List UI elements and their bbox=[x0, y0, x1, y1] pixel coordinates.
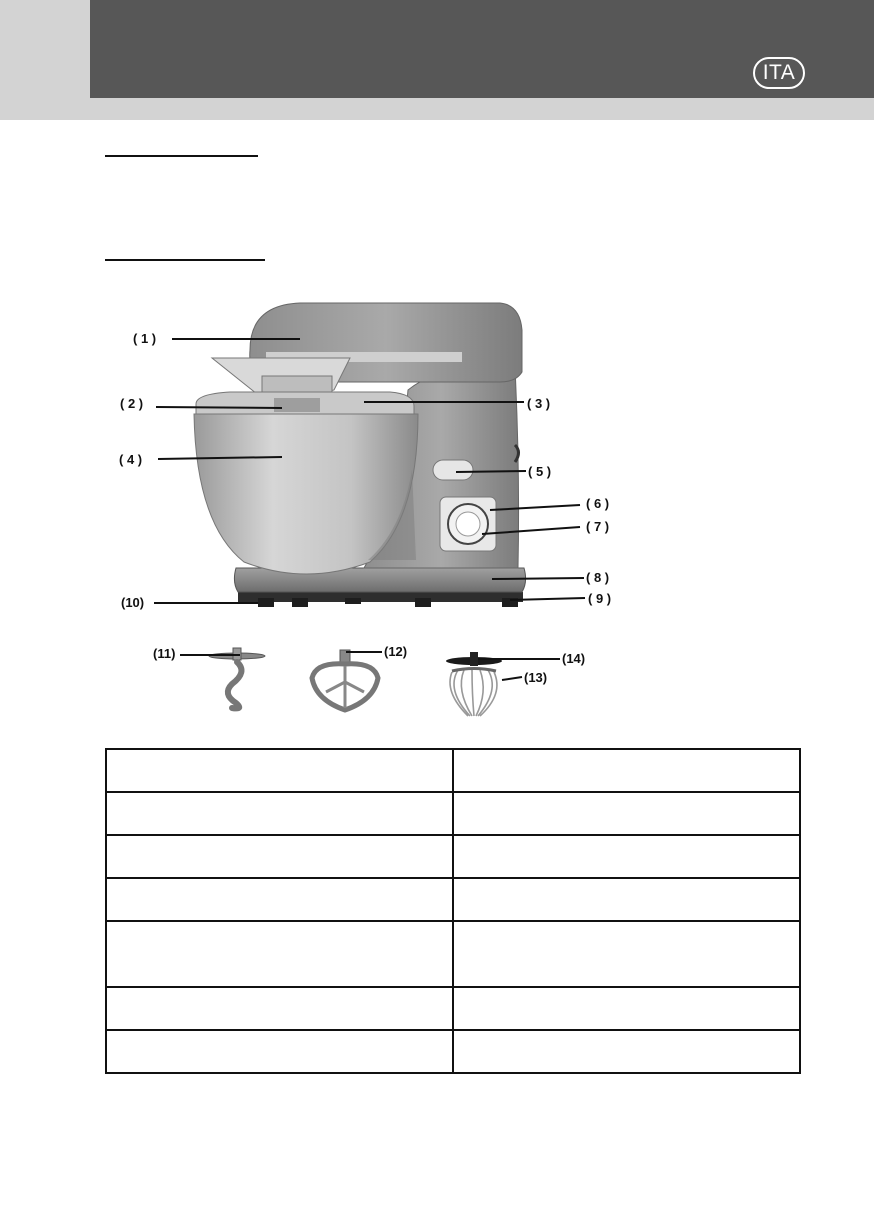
spec-table bbox=[105, 748, 801, 1074]
callout-9: ( 9 ) bbox=[588, 591, 612, 606]
table-cell bbox=[106, 1030, 453, 1073]
mixer-feet bbox=[238, 592, 523, 607]
callout-11: (11) bbox=[153, 646, 176, 661]
table-cell bbox=[453, 878, 800, 921]
table-row bbox=[106, 1030, 800, 1073]
language-badge: ITA bbox=[753, 57, 805, 89]
table-cell bbox=[106, 878, 453, 921]
table-row bbox=[106, 987, 800, 1030]
callout-4: ( 4 ) bbox=[119, 452, 143, 467]
callout-13: (13) bbox=[524, 670, 548, 685]
flat-beater bbox=[312, 650, 378, 710]
callout-5: ( 5 ) bbox=[528, 464, 552, 479]
callout-10: (10) bbox=[121, 595, 145, 610]
callout-8: ( 8 ) bbox=[586, 570, 610, 585]
table-row bbox=[106, 792, 800, 835]
table-cell bbox=[453, 1030, 800, 1073]
speed-knob-center bbox=[456, 512, 480, 536]
table-cell bbox=[453, 921, 800, 987]
table-cell bbox=[106, 835, 453, 878]
table-cell bbox=[106, 987, 453, 1030]
table-row bbox=[106, 749, 800, 792]
callout-1: ( 1 ) bbox=[133, 331, 157, 346]
callout-12: (12) bbox=[384, 644, 408, 659]
table-cell bbox=[453, 792, 800, 835]
lid-opening bbox=[274, 398, 320, 412]
table-row bbox=[106, 921, 800, 987]
table-cell bbox=[106, 921, 453, 987]
callout-6: ( 6 ) bbox=[586, 496, 610, 511]
table-row bbox=[106, 878, 800, 921]
dough-hook bbox=[209, 648, 265, 708]
table-cell bbox=[453, 749, 800, 792]
table-cell bbox=[453, 987, 800, 1030]
table-cell bbox=[106, 792, 453, 835]
whisk bbox=[446, 652, 502, 716]
callout-14: (14) bbox=[562, 651, 586, 666]
head-release-lever bbox=[433, 460, 473, 480]
callout-2: ( 2 ) bbox=[120, 396, 144, 411]
table-cell bbox=[453, 835, 800, 878]
table-cell bbox=[106, 749, 453, 792]
callout-7: ( 7 ) bbox=[586, 519, 610, 534]
table-row bbox=[106, 835, 800, 878]
callout-3: ( 3 ) bbox=[527, 396, 551, 411]
